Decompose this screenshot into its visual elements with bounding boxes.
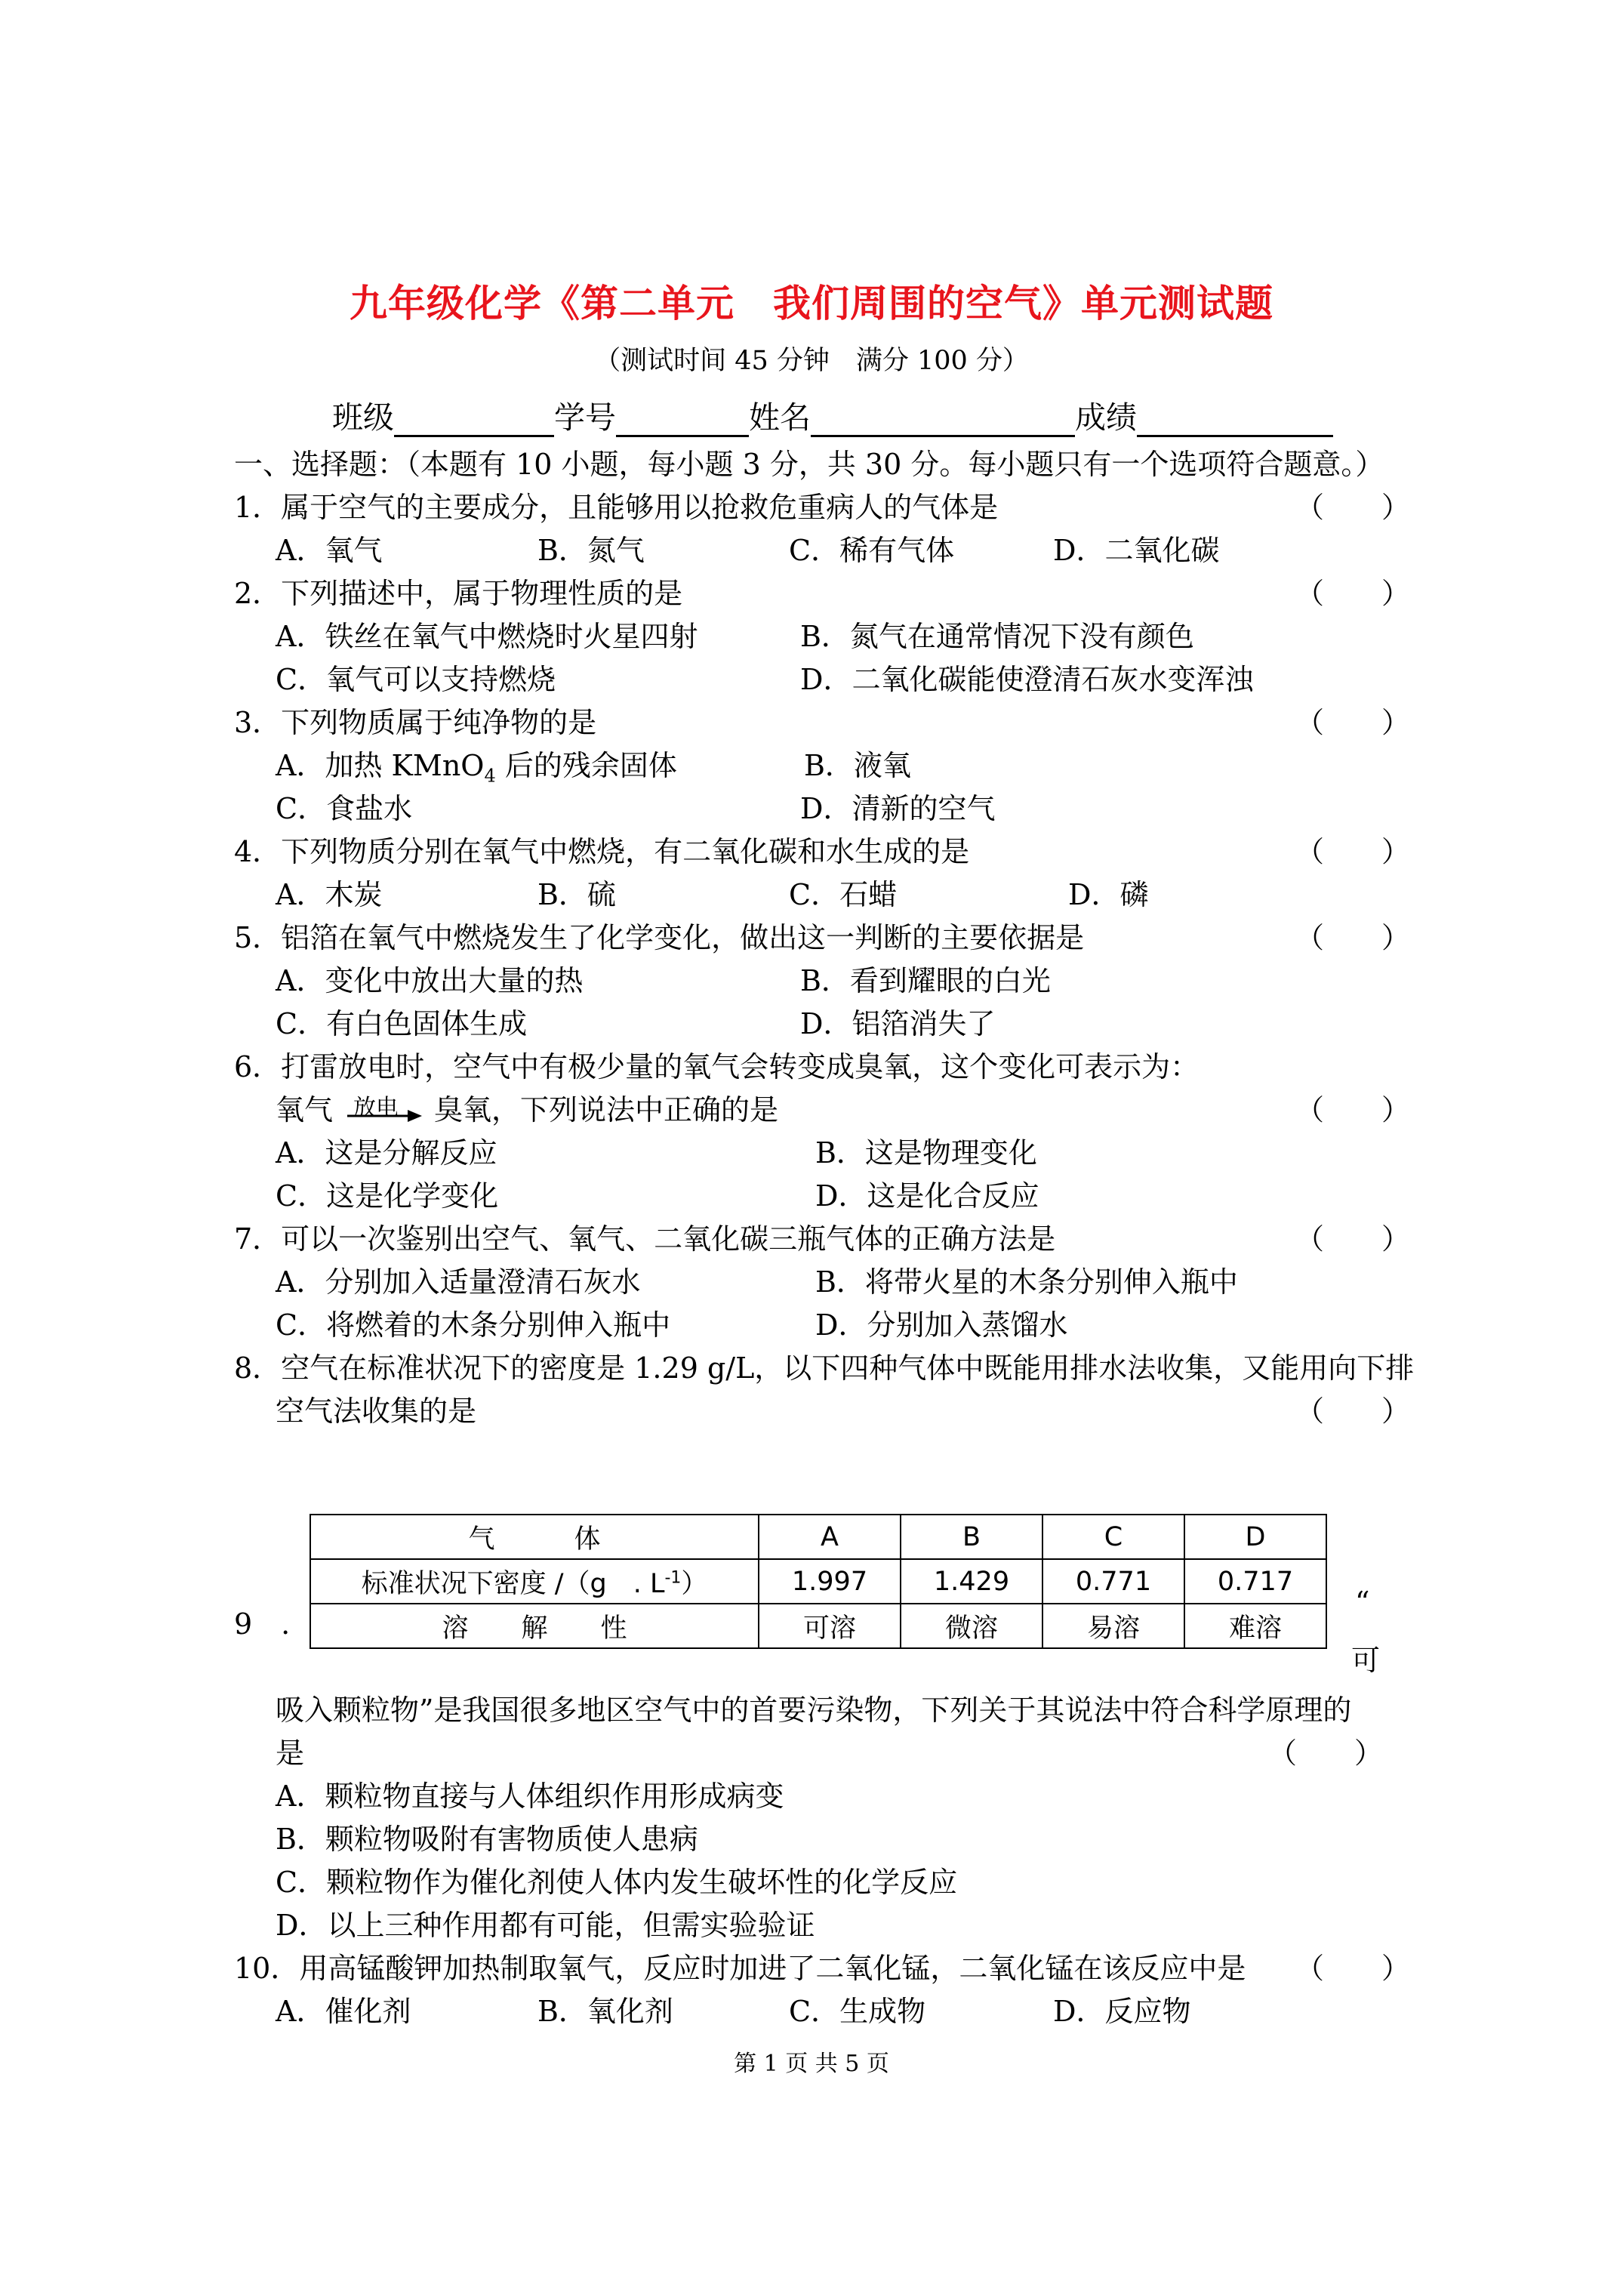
q7-answer-bracket[interactable]: （ ） xyxy=(1295,1222,1411,1256)
q8-answer-bracket[interactable]: （ ） xyxy=(1295,1395,1411,1428)
q4-option-c: C．石蜡 xyxy=(789,878,898,911)
q4-option-b: B．硫 xyxy=(537,878,616,911)
q3-option-c: C．食盐水 xyxy=(276,792,413,825)
q6-stem-rest: 臭氧，下列说法中正确的是 xyxy=(434,1093,779,1126)
q2-option-b: B．氮气在通常情况下没有颜色 xyxy=(800,620,1194,653)
table-col-header: C xyxy=(1042,1515,1184,1559)
q8-stem-line2: 空气法收集的是 xyxy=(276,1395,477,1428)
q5-stem: 5．铝箔在氧气中燃烧发生了化学变化，做出这一判断的主要依据是 xyxy=(234,921,1085,954)
table-cell: 0.771 xyxy=(1042,1559,1184,1604)
q6-condition: 放电 xyxy=(353,1095,399,1121)
q10-option-d: D．反应物 xyxy=(1053,1995,1191,2028)
q5-option-a: A．变化中放出大量的热 xyxy=(276,964,584,997)
table-cell: 微溶 xyxy=(901,1604,1042,1648)
q1-option-a: A．氧气 xyxy=(276,534,383,567)
page-footer: 第 1 页 共 5 页 xyxy=(734,2051,889,2077)
name-label: 姓名 xyxy=(749,399,811,436)
q6-option-b: B．这是物理变化 xyxy=(815,1136,1037,1170)
q9-stem-ke: 可 xyxy=(1351,1644,1381,1677)
q6-stem: 6．打雷放电时，空气中有极少量的氧气会转变成臭氧，这个变化可表示为： xyxy=(234,1050,1200,1083)
q3-stem: 3．下列物质属于纯净物的是 xyxy=(234,706,597,739)
q3-option-b: B．液氧 xyxy=(804,749,911,782)
table-col-header: A xyxy=(759,1515,901,1559)
q1-answer-bracket[interactable]: （ ） xyxy=(1295,491,1411,524)
q10-answer-bracket[interactable]: （ ） xyxy=(1295,1952,1411,1985)
q5-answer-bracket[interactable]: （ ） xyxy=(1295,921,1411,954)
q2-option-c: C．氧气可以支持燃烧 xyxy=(276,663,556,696)
class-label: 班级 xyxy=(332,399,394,436)
q7-option-c: C．将燃着的木条分别伸入瓶中 xyxy=(276,1308,671,1342)
table-header-label: 气 体 xyxy=(310,1515,759,1559)
q6-answer-bracket[interactable]: （ ） xyxy=(1295,1093,1411,1126)
q10-stem: 10．用高锰酸钾加热制取氧气，反应时加进了二氧化锰，二氧化锰在该反应中是 xyxy=(234,1952,1246,1985)
density-row-label: 标准状况下密度 /（g . $L^{-1}$） xyxy=(310,1559,759,1604)
table-cell: 1.997 xyxy=(759,1559,901,1604)
q9-answer-bracket[interactable]: （ ） xyxy=(1268,1737,1384,1770)
q9-option-c: C．颗粒物作为催化剂使人体内发生破坏性的化学反应 xyxy=(276,1866,958,1899)
q6-reactant: 氧气 xyxy=(276,1093,334,1126)
table-cell: 0.717 xyxy=(1184,1559,1326,1604)
table-cell: 1.429 xyxy=(901,1559,1042,1604)
table-cell: 可溶 xyxy=(759,1604,901,1648)
table-row xyxy=(310,1515,1326,1559)
q9-number: 9 . xyxy=(234,1607,291,1641)
q3-option-d: D．清新的空气 xyxy=(800,792,996,825)
q6-option-c: C．这是化学变化 xyxy=(276,1179,499,1213)
q9-quote-open: “ xyxy=(1355,1586,1370,1619)
q9-stem-line1: 吸入颗粒物”是我国很多地区空气中的首要污染物，下列关于其说法中符合科学原理的 xyxy=(276,1693,1352,1727)
q2-option-d: D．二氧化碳能使澄清石灰水变浑浊 xyxy=(800,663,1254,696)
q7-option-a: A．分别加入适量澄清石灰水 xyxy=(276,1265,641,1299)
table-cell: 难溶 xyxy=(1184,1604,1326,1648)
section-heading: 一、选择题：（本题有 10 小题，每小题 3 分，共 30 分。每小题只有一个选项符合题意。） xyxy=(234,448,1384,481)
q9-option-b: B．颗粒物吸附有害物质使人患病 xyxy=(276,1823,698,1856)
solubility-row-label: 溶 解 性 xyxy=(310,1604,759,1648)
q5-option-b: B．看到耀眼的白光 xyxy=(800,964,1051,997)
table-col-header: D xyxy=(1184,1515,1326,1559)
table-col-header: B xyxy=(901,1515,1042,1559)
student-info-line xyxy=(332,393,1333,437)
score-label: 成绩 xyxy=(1075,399,1137,436)
number-label: 学号 xyxy=(554,399,616,436)
q10-option-c: C．生成物 xyxy=(789,1995,926,2028)
q2-answer-bracket[interactable]: （ ） xyxy=(1295,577,1411,610)
page-subtitle: （测试时间 45 分钟 满分 100 分） xyxy=(594,346,1029,376)
number-blank[interactable] xyxy=(616,402,749,437)
q4-option-a: A．木炭 xyxy=(276,878,383,911)
table-cell: 易溶 xyxy=(1042,1604,1184,1648)
table-row xyxy=(310,1559,1326,1604)
gas-properties-table xyxy=(310,1514,1327,1649)
page-title: 九年级化学《第二单元 我们周围的空气》单元测试题 xyxy=(350,281,1273,325)
q3-option-a: A．加热 KMnO$_4$ 后的残余固体 xyxy=(276,749,677,787)
q6-option-d: D．这是化合反应 xyxy=(815,1179,1039,1213)
q1-option-d: D．二氧化碳 xyxy=(1053,534,1220,567)
q9-stem-line2: 是 xyxy=(276,1737,305,1770)
class-blank[interactable] xyxy=(394,402,554,437)
name-blank[interactable] xyxy=(811,402,1075,437)
q9-option-a: A．颗粒物直接与人体组织作用形成病变 xyxy=(276,1780,784,1813)
q7-option-b: B．将带火星的木条分别伸入瓶中 xyxy=(815,1265,1238,1299)
q8-stem-line1: 8．空气在标准状况下的密度是 1.29 g/L，以下四种气体中既能用排水法收集，又能用向下排 xyxy=(234,1351,1415,1385)
q5-option-d: D．铝箔消失了 xyxy=(800,1007,996,1040)
q10-option-b: B．氧化剂 xyxy=(537,1995,673,2028)
q7-option-d: D．分别加入蒸馏水 xyxy=(815,1308,1068,1342)
q4-answer-bracket[interactable]: （ ） xyxy=(1295,835,1411,868)
q4-stem: 4．下列物质分别在氧气中燃烧，有二氧化碳和水生成的是 xyxy=(234,835,970,868)
q1-option-c: C．稀有气体 xyxy=(789,534,955,567)
q2-stem: 2．下列描述中，属于物理性质的是 xyxy=(234,577,683,610)
q10-option-a: A．催化剂 xyxy=(276,1995,411,2028)
table-row xyxy=(310,1604,1326,1648)
q1-stem: 1．属于空气的主要成分，且能够用以抢救危重病人的气体是 xyxy=(234,491,999,524)
q4-option-d: D．磷 xyxy=(1068,878,1149,911)
q2-option-a: A．铁丝在氧气中燃烧时火星四射 xyxy=(276,620,698,653)
q7-stem: 7．可以一次鉴别出空气、氧气、二氧化碳三瓶气体的正确方法是 xyxy=(234,1222,1056,1256)
q3-answer-bracket[interactable]: （ ） xyxy=(1295,706,1411,739)
q9-option-d: D．以上三种作用都有可能，但需实验验证 xyxy=(276,1909,815,1942)
q1-option-b: B．氮气 xyxy=(537,534,645,567)
score-blank[interactable] xyxy=(1137,402,1333,437)
q6-option-a: A．这是分解反应 xyxy=(276,1136,497,1170)
q6-reaction-arrow-icon xyxy=(347,1108,422,1123)
q5-option-c: C．有白色固体生成 xyxy=(276,1007,528,1040)
